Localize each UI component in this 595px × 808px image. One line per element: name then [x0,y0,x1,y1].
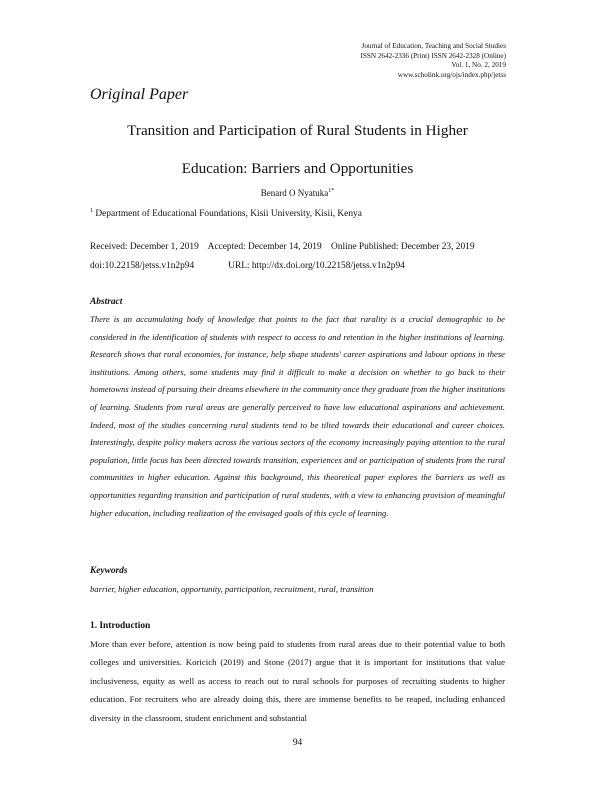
affiliation-marker: 1 [90,208,93,214]
keywords-heading: Keywords [90,566,128,576]
page-number: 94 [292,738,303,748]
abstract-body: There is an accumulating body of knowledge that points to the fact that rurality is a crucial demographic to be considered in the identification of students with respect to access to and retention in the higher institutions of learning. Research shows that rural economies, for instance, help shape students' career aspirations and labour options in these institutions. Among others, some students may find it difficult to make a decision on whether to go back to their hometowns instead of pursuing their dreams elsewhere in the community once they graduate from the higher institutions of learning. Students from rural areas are generally perceived to have low educational aspirations and achievement. Indeed, most of the studies concerning rural students tend to be tilted towards their educational and career choices. Interestingly, despite policy makers across the various sectors of the economy increasingly paying attention to the rural population, little focus has been directed towards transition, experiences and or participation of students from the rural communities in higher education. Against this background, this theoretical paper explores the barriers as well as opportunities regarding transition and participation of rural students, with a view to enhancing provision of meaningful higher education, including realization of the envisaged goals of this cycle of learning. [90,314,505,518]
journal-header [360,42,506,80]
publication-dates: Received: December 1, 2019 Accepted: December 14, 2019 Online Published: December 23, 2019 [90,242,475,252]
journal-volume: Vol. 1, No. 2, 2019 [451,61,506,70]
introduction-heading: 1. Introduction [90,621,151,631]
abstract-heading: Abstract [90,297,123,307]
paper-type-label: Original Paper [90,86,189,103]
journal-issn: ISSN 2642-2336 (Print) ISSN 2642-2328 (Online) [360,51,506,60]
journal-url: www.scholink.org/ojs/index.php/jetss [397,70,506,79]
paper-title-line-2: Education: Barriers and Opportunities [181,160,414,177]
author [90,188,505,198]
doi-url[interactable]: URL: http://dx.doi.org/10.22158/jetss.v1n2p94 [228,261,405,271]
keywords-body: barrier, higher education, opportunity, participation, recruitment, rural, transition [90,584,374,594]
author-marker: 1* [328,188,335,194]
journal-title: Journal of Education, Teaching and Social Studies [361,42,506,50]
author-name: Benard O Nyatuka [260,188,329,198]
affiliation [90,208,362,219]
paper-title-line-1: Transition and Participation of Rural Students in Higher [127,122,468,139]
doi-text: doi:10.22158/jetss.v1n2p94 [90,261,195,271]
doi-line [90,261,405,271]
affiliation-text: Department of Educational Foundations, Kisii University, Kisii, Kenya [95,209,362,220]
introduction-body: More than ever before, attention is now being paid to students from rural areas due to their potential value to both colleges and universities. Koricich (2019) and Stone (2017) argue that it is important for institutions that value inclusiveness, equity as well as access to reach out to rural schools for purposes of recruiting students to higher education. For recruiters who are already doing this, there are immense benefits to be reaped, including enhanced diversity in the classroom, student enrichment and substantial [90,639,505,723]
